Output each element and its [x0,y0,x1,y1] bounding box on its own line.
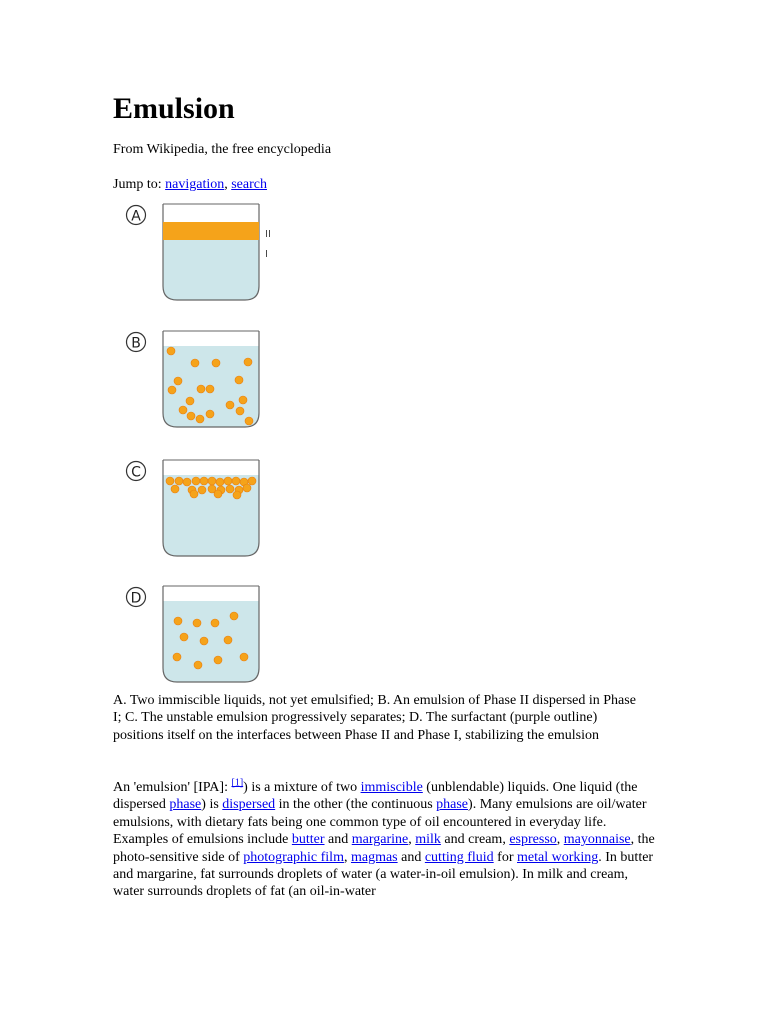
link-phase[interactable]: phase [169,797,202,813]
oil-droplet-d5 [200,637,208,645]
oil-droplet-b16 [196,415,204,423]
oil-droplet-c5 [208,477,216,485]
oil-droplet-d10 [194,661,202,669]
oil-droplet-d4 [180,633,188,641]
oil-droplet-c10 [248,477,256,485]
emulsion-diagram [113,200,313,690]
panel-label-d: D [130,590,142,607]
link-butter[interactable]: butter [291,832,325,848]
oil-droplet-b1 [191,359,199,367]
oil-droplet-b11 [226,401,234,409]
oil-droplet-d6 [224,636,232,644]
oil-droplet-d7 [173,653,181,661]
link-immiscible[interactable]: immiscible [360,780,423,795]
oil-layer-a [163,222,259,240]
oil-droplet-b12 [179,406,187,414]
text: , [408,832,416,848]
text: , [556,832,564,848]
text: , [343,849,351,865]
oil-droplet-b17 [245,417,253,425]
oil-droplet-b5 [235,376,243,384]
panel-label-a: A [131,208,141,225]
link-phase-2[interactable]: phase [436,797,469,813]
text: and [324,832,352,848]
navigation-link[interactable]: navigation [165,177,225,192]
tagline: From Wikipedia, the free encyclopedia [113,142,332,157]
text: and cream, [440,832,510,848]
panel-label-c: C [131,464,141,481]
text: An 'emulsion' [IPA]: [113,780,232,795]
oil-droplet-b6 [168,386,176,394]
oil-droplet-c19 [190,490,198,498]
oil-droplet-b14 [187,412,195,420]
link-cutting-fluid[interactable]: cutting fluid [424,849,494,865]
phase-label-i: I [265,249,268,260]
search-link[interactable]: search [231,177,267,192]
text: , the photo-sensitive side of [113,832,655,865]
jump-separator: , [224,177,232,192]
oil-droplet-c6 [216,478,224,486]
oil-droplet-c18 [243,484,251,492]
oil-droplet-c11 [171,485,179,493]
oil-droplet-b13 [206,410,214,418]
oil-droplet-b4 [174,377,182,385]
oil-droplet-c16 [226,485,234,493]
panel-label-b: B [131,335,141,352]
phase-label-ii: II [265,229,271,240]
oil-droplet-d9 [240,653,248,661]
intro-paragraph [113,779,658,901]
oil-droplet-b7 [197,385,205,393]
oil-droplet-c3 [192,477,200,485]
text: . In butter and margarine, fat surrounds droplets of water (a water-in-oil emulsion). In milk and cream, water surrounds droplets of fat (an oil-in-water [113,849,654,900]
oil-droplet-b8 [206,385,214,393]
oil-droplet-c8 [232,477,240,485]
text: for [493,849,517,865]
link-photographic-film[interactable]: photographic film [243,849,344,865]
oil-droplet-d3 [230,612,238,620]
oil-droplet-c7 [224,477,232,485]
link-mayonnaise[interactable]: mayonnaise [563,832,631,848]
text: (unblendable) liquids. One liquid (the dispersed [113,780,638,813]
water-phase-d [163,601,259,682]
oil-droplet-d1 [193,619,201,627]
figure-caption: A. Two immiscible liquids, not yet emulsified; B. An emulsion of Phase II dispersed in Phase I; C. The unstable emulsion progressively separates; D. The surfactant (purple outline) positions itself on the interfaces between Phase II and Phase I, stabilizing the emulsion [113,693,636,743]
link-magmas[interactable]: magmas [350,849,398,865]
oil-droplet-c2 [183,478,191,486]
emulsion-figure[interactable] [113,200,313,690]
jump-to-links [113,177,267,193]
link-espresso[interactable]: espresso [509,832,557,848]
oil-droplet-c20 [214,490,222,498]
oil-droplet-b15 [236,407,244,415]
oil-droplet-c21 [233,491,241,499]
oil-droplet-b9 [239,396,247,404]
oil-droplet-b3 [244,358,252,366]
text: and [397,849,425,865]
oil-droplet-c1 [175,477,183,485]
reference-link[interactable]: [1] [231,777,244,789]
link-margarine[interactable]: margarine [351,832,409,848]
text: ) is [201,797,223,813]
link-dispersed[interactable]: dispersed [222,797,276,813]
oil-droplet-b0 [167,347,175,355]
text: in the other (the continuous [275,797,437,813]
link-milk[interactable]: milk [415,832,441,848]
oil-droplet-d0 [174,617,182,625]
oil-droplet-c4 [200,477,208,485]
oil-droplet-c13 [198,486,206,494]
oil-droplet-d2 [211,619,219,627]
text: ) is a mixture of two [243,780,361,795]
oil-droplet-d8 [214,656,222,664]
jump-prefix: Jump to: [113,177,166,192]
text: ). Many emulsions are oil/water emulsions, with dietary fats being one common type of oil encountered in everyday life. Examples of emulsions include [113,797,647,848]
oil-droplet-b10 [186,397,194,405]
page-title: Emulsion [113,92,235,125]
link-metal-working[interactable]: metal working [517,849,599,865]
oil-droplet-c0 [166,477,174,485]
oil-droplet-b2 [212,359,220,367]
